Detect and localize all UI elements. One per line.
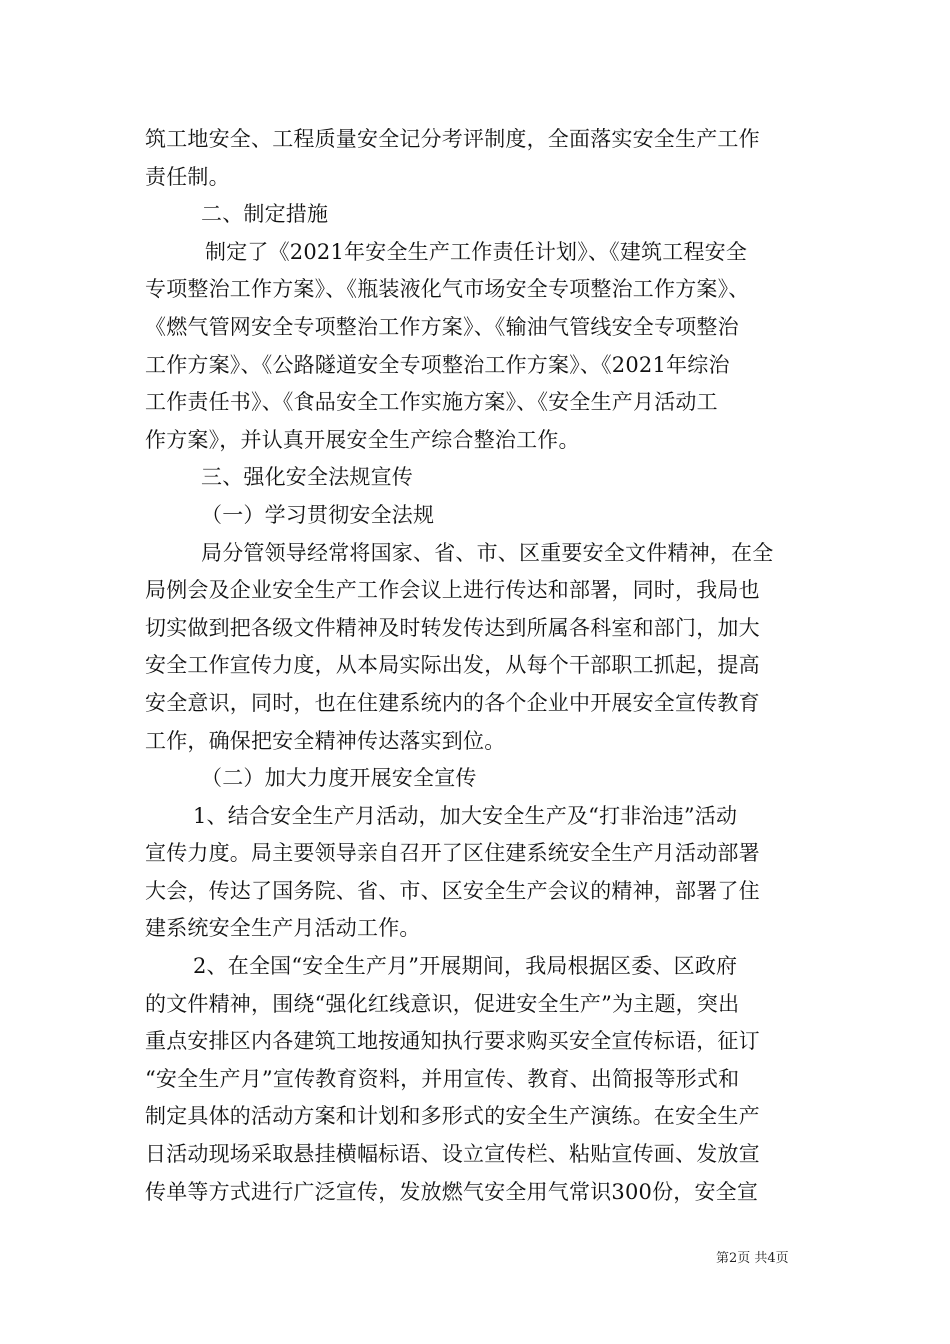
paragraph-line: 制定具体的活动方案和计划和多形式的安全生产演练。在安全生产 xyxy=(145,1104,760,1129)
paragraph-line: 专项整治工作方案》、《瓶装液化气市场安全专项整治工作方案》、 xyxy=(145,277,750,302)
page-number: 第2页 共4页 xyxy=(716,1251,789,1266)
paragraph-line: 责任制。 xyxy=(145,164,230,189)
subsection-heading: （二）加大力度开展安全宣传 xyxy=(201,766,477,791)
paragraph-line: 作方案》，并认真开展安全生产综合整治工作。 xyxy=(145,427,580,452)
paragraph-line: 局分管领导经常将国家、省、市、区重要安全文件精神，在全 xyxy=(201,540,774,565)
paragraph-line: 1、结合安全生产月活动，加大安全生产及“打非治违”活动 xyxy=(193,803,738,828)
paragraph-line: 筑工地安全、工程质量安全记分考评制度，全面落实安全生产工作 xyxy=(145,127,760,151)
paragraph-line: 工作，确保把安全精神传达落实到位。 xyxy=(145,728,506,753)
paragraph-line: 日活动现场采取悬挂横幅标语、设立宣传栏、粘贴宣传画、发放宣 xyxy=(145,1142,760,1167)
paragraph-line: “安全生产月”宣传教育资料，并用宣传、教育、出简报等形式和 xyxy=(145,1066,740,1091)
paragraph-line: 2、在全国“安全生产月”开展期间，我局根据区委、区政府 xyxy=(193,954,738,979)
paragraph-line: 《燃气管网安全专项整治工作方案》、《输油气管线安全专项整治 xyxy=(145,314,739,339)
paragraph-line: 的文件精神，围绕“强化红线意识，促进安全生产”为主题，突出 xyxy=(145,991,740,1016)
paragraph-line: 安全意识，同时，也在住建系统内的各个企业中开展安全宣传教育 xyxy=(145,690,760,715)
paragraph-line: 传单等方式进行广泛宣传，发放燃气安全用气常识300份，安全宣 xyxy=(145,1179,759,1204)
subsection-heading: （一）学习贯彻安全法规 xyxy=(201,502,435,527)
section-heading: 二、制定措施 xyxy=(201,202,329,227)
paragraph-line: 大会，传达了国务院、省、市、区安全生产会议的精神，部署了住 xyxy=(145,878,760,903)
paragraph-line: 安全工作宣传力度，从本局实际出发，从每个干部职工抓起，提高 xyxy=(145,653,760,678)
paragraph-line: 宣传力度。局主要领导亲自召开了区住建系统安全生产月活动部署 xyxy=(145,841,760,866)
document-body xyxy=(145,121,815,1211)
paragraph-line: 切实做到把各级文件精神及时转发传达到所属各科室和部门，加大 xyxy=(145,615,760,640)
paragraph-line: 局例会及企业安全生产工作会议上进行传达和部署，同时，我局也 xyxy=(145,578,760,603)
paragraph-line: 重点安排区内各建筑工地按通知执行要求购买安全宣传标语，征订 xyxy=(145,1029,760,1054)
paragraph-line: 建系统安全生产月活动工作。 xyxy=(145,916,421,941)
paragraph-line: 工作方案》、《公路隧道安全专项整治工作方案》、《2021年综治 xyxy=(145,352,730,377)
section-heading: 三、强化安全法规宣传 xyxy=(201,465,413,490)
paragraph-line: 工作责任书》、《食品安全工作实施方案》、《安全生产月活动工 xyxy=(145,390,718,415)
paragraph-line: 制定了《2021年安全生产工作责任计划》、《建筑工程安全 xyxy=(205,239,748,264)
